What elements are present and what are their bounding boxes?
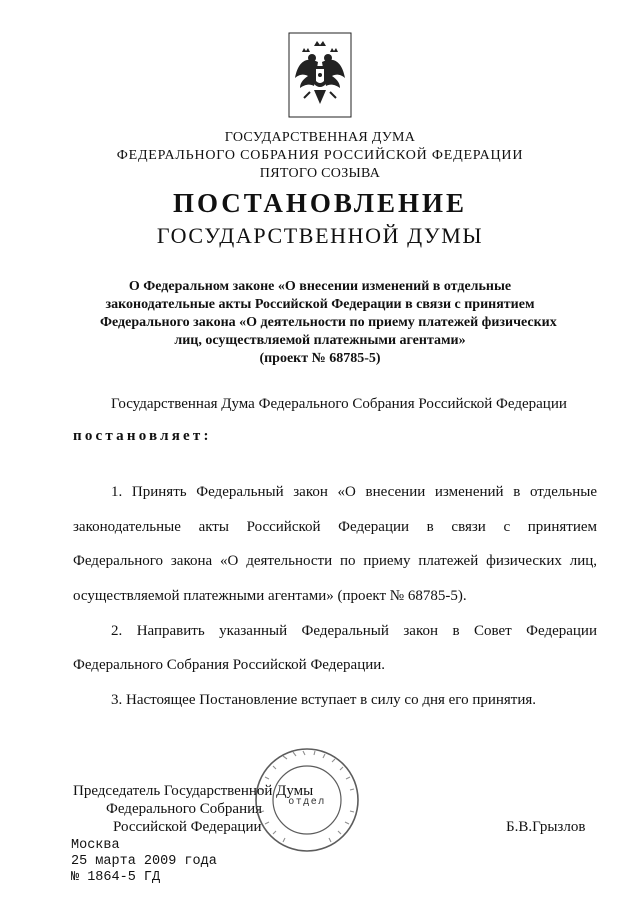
document-number: № 1864-5 ГД — [71, 870, 161, 885]
issue-date: 25 марта 2009 года — [71, 854, 217, 869]
subject-line: лиц, осуществляемой платежными агентами» — [174, 333, 466, 348]
coat-of-arms-icon — [288, 32, 352, 118]
signatory-title-line: Федерального Собрания — [106, 801, 263, 817]
subject-line: законодательные акты Российской Федерации в связи с принятием — [105, 297, 535, 312]
stamp-text: отдел — [288, 797, 326, 808]
resolves-word: постановляет: — [73, 428, 212, 444]
subject-block — [100, 278, 557, 368]
subject-line: (проект № 68785-5) — [259, 351, 381, 366]
subject-line: Федерального закона «О деятельности по приему платежей физических — [100, 315, 557, 330]
preamble: Государственная Дума Федерального Собрания Российской Федерации — [111, 396, 567, 412]
item-2-line: 2. Направить указанный Федеральный закон в Совет Федерации — [111, 623, 597, 639]
item-3: 3. Настоящее Постановление вступает в силу со дня его принятия. — [111, 692, 537, 708]
item-1-line: 1. Принять Федеральный закон «О внесении изменений в отдельные — [111, 484, 597, 500]
subject-line: О Федеральном законе «О внесении изменений в отдельные — [128, 279, 512, 294]
header-line-1: ГОСУДАРСТВЕННАЯ ДУМА — [224, 130, 416, 145]
item-1-line: осуществляемой платежными агентами» (проект № 68785-5). — [73, 588, 467, 604]
item-1-line: законодательные акты Российской Федерации в связи с принятием — [73, 519, 597, 535]
signatory-name: Б.В.Грызлов — [506, 819, 586, 835]
item-1-line: Федерального закона «О деятельности по приему платежей физических лиц, — [73, 553, 597, 569]
issue-city: Москва — [71, 838, 120, 853]
header-line-2: ФЕДЕРАЛЬНОГО СОБРАНИЯ РОССИЙСКОЙ ФЕДЕРАЦИИ — [116, 148, 524, 163]
signatory-title-line: Председатель Государственной Думы — [73, 783, 314, 799]
document-type-title: ПОСТАНОВЛЕНИЕ — [172, 188, 468, 218]
header-line-3: ПЯТОГО СОЗЫВА — [259, 166, 381, 181]
document-issuer-title: ГОСУДАРСТВЕННОЙ ДУМЫ — [156, 223, 484, 248]
item-2-line: Федерального Собрания Российской Федерации. — [73, 657, 386, 673]
signatory-title-line: Российской Федерации — [113, 819, 262, 835]
official-stamp — [253, 746, 361, 854]
